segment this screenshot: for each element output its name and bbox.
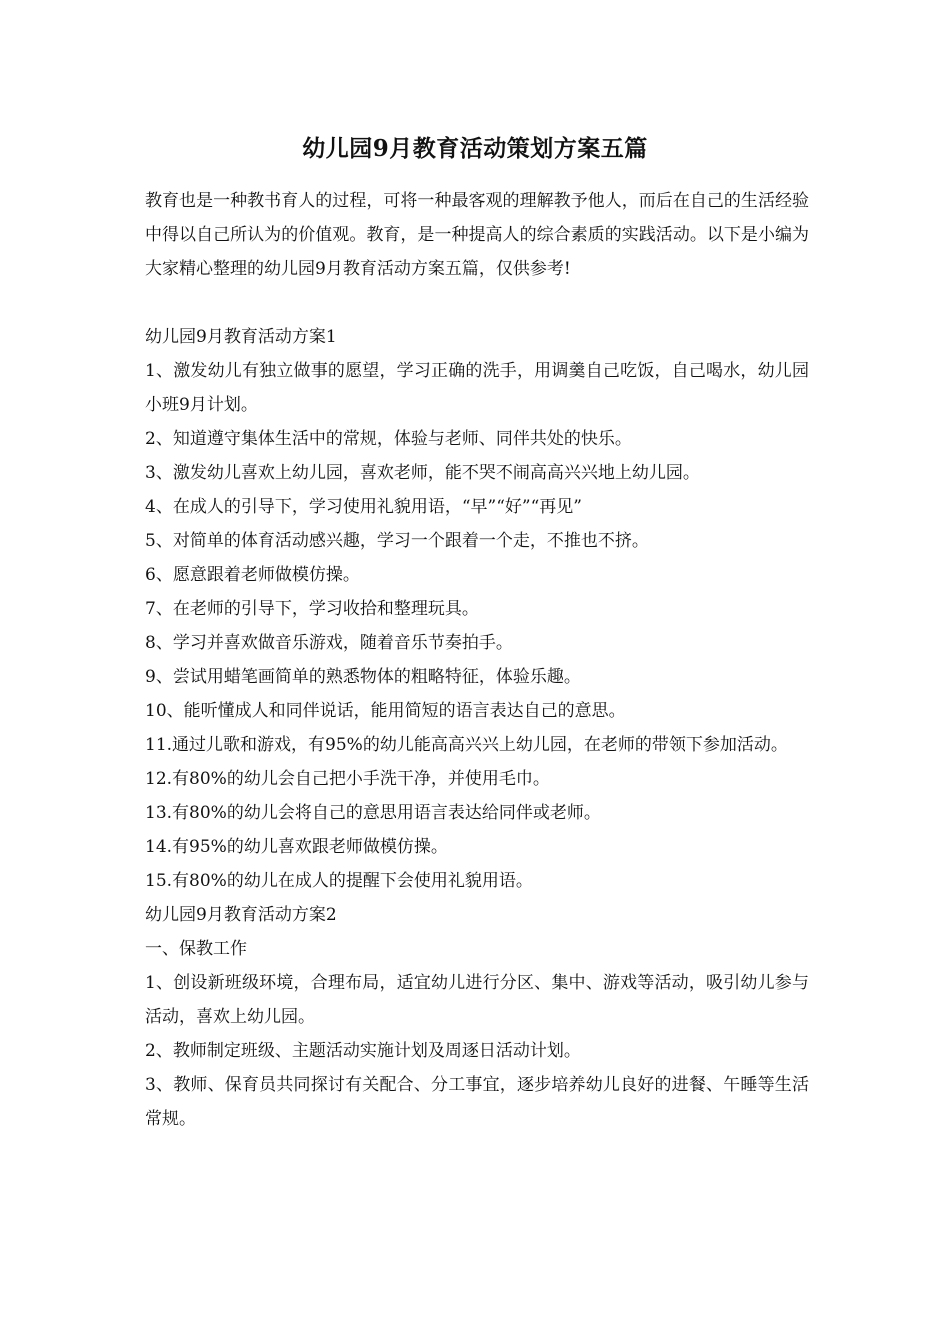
section-1-heading: 幼儿园9月教育活动方案1 [145,327,337,347]
section-1-item: 8、学习并喜欢做音乐游戏，随着音乐节奏拍手。 [145,633,513,653]
intro-paragraph: 教育也是一种教书育人的过程，可将一种最客观的理解教予他人，而后在自己的生活经验中得以自己所认为的价值观。教育，是一种提高人的综合素质的实践活动。以下是小编为大家精心整理的幼儿园9月教育活动方案五篇，仅供参考! [145,191,809,279]
section-1-item: 11.通过儿歌和游戏，有95%的幼儿能高高兴兴上幼儿园，在老师的带领下参加活动。 [145,735,788,755]
section-1-item: 7、在老师的引导下，学习收拾和整理玩具。 [145,599,479,619]
section-1-item: 12.有80%的幼儿会自己把小手洗干净，并使用毛巾。 [145,769,550,789]
section-1-item: 4、在成人的引导下，学习使用礼貌用语，“早”“好”“再见” [145,497,582,517]
section-1-item: 9、尝试用蜡笔画简单的熟悉物体的粗略特征，体验乐趣。 [145,667,581,687]
section-1-item: 2、知道遵守集体生活中的常规，体验与老师、同伴共处的快乐。 [145,429,632,449]
document-title: 幼儿园9月教育活动策划方案五篇 [302,135,648,162]
document-body [145,184,809,1136]
section-1-item: 13.有80%的幼儿会将自己的意思用语言表达给同伴或老师。 [145,803,601,823]
section-2-subheading: 一、保教工作 [145,939,247,959]
section-1-item: 15.有80%的幼儿在成人的提醒下会使用礼貌用语。 [145,871,533,891]
section-2-heading: 幼儿园9月教育活动方案2 [145,905,337,925]
section-1-item: 3、激发幼儿喜欢上幼儿园，喜欢老师，能不哭不闹高高兴兴地上幼儿园。 [145,463,700,483]
section-1-item: 5、对简单的体育活动感兴趣，学习一个跟着一个走，不推也不挤。 [145,531,649,551]
blank-line [145,286,809,320]
section-1-item: 14.有95%的幼儿喜欢跟老师做模仿操。 [145,837,448,857]
section-2-item: 3、教师、保育员共同探讨有关配合、分工事宜，逐步培养幼儿良好的进餐、午睡等生活常规。 [145,1075,809,1129]
section-1-item: 1、激发幼儿有独立做事的愿望，学习正确的洗手，用调羹自己吃饭，自己喝水，幼儿园小班9月计划。 [145,361,809,415]
section-2-item: 1、创设新班级环境，合理布局，适宜幼儿进行分区、集中、游戏等活动，吸引幼儿参与活动，喜欢上幼儿园。 [145,973,809,1027]
section-1-item: 6、愿意跟着老师做模仿操。 [145,565,360,585]
section-2-item: 2、教师制定班级、主题活动实施计划及周逐日活动计划。 [145,1041,581,1061]
section-1-item: 10、能听懂成人和同伴说话，能用简短的语言表达自己的意思。 [145,701,626,721]
